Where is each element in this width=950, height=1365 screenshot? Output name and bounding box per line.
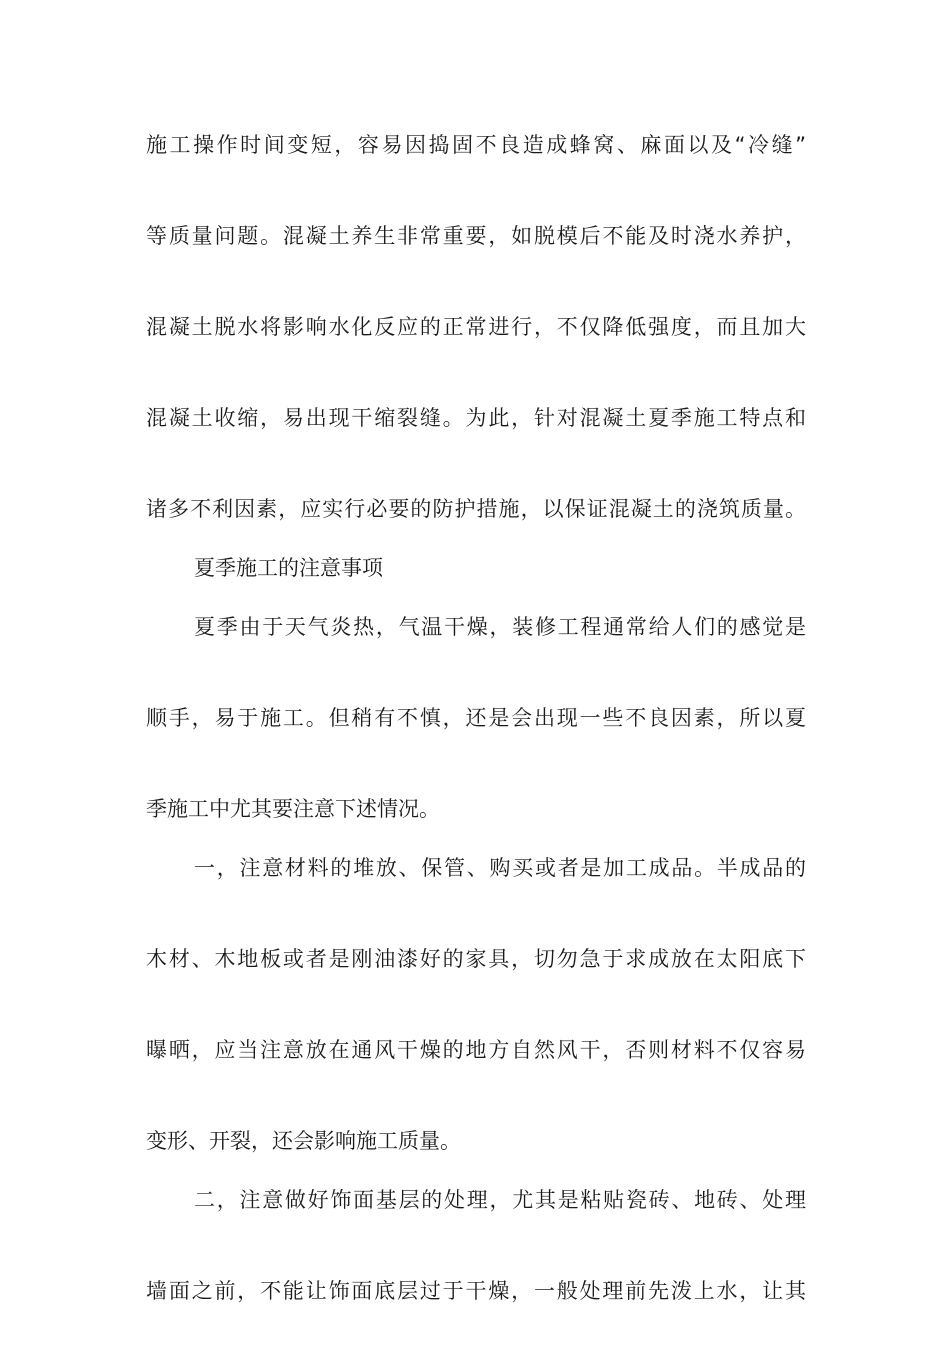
text-line: 木材、木地板或者是刚油漆好的家具，切勿急于求成放在太阳底下 [146, 947, 806, 971]
paragraph-first-line: 夏季由于天气炎热，气温干燥，装修工程通常给人们的感觉是 [194, 615, 806, 639]
paragraph-last-line: 变形、开裂，还会影响施工质量。 [146, 1129, 461, 1153]
text-line: 混凝土收缩，易出现干缩裂缝。为此，针对混凝土夏季施工特点和 [146, 406, 806, 430]
paragraph-first-line: 二，注意做好饰面基层的处理，尤其是粘贴瓷砖、地砖、处理 [194, 1188, 806, 1212]
section-heading: 夏季施工的注意事项 [194, 556, 383, 580]
text-line: 诸多不利因素，应实行必要的防护措施，以保证混凝土的浇筑质量。 [146, 497, 806, 521]
paragraph-first-line: 一，注意材料的堆放、保管、购买或者是加工成品。半成品的 [194, 856, 806, 880]
text-line: 混凝土脱水将影响水化反应的正常进行，不仅降低强度，而且加大 [146, 315, 806, 339]
text-line: 墙面之前，不能让饰面底层过于干燥，一般处理前先泼上水，让其 [146, 1279, 806, 1303]
text-line: 顺手，易于施工。但稍有不慎，还是会出现一些不良因素，所以夏 [146, 706, 806, 730]
text-line: 施工操作时间变短，容易因捣固不良造成蜂窝、麻面以及“冷缝” [146, 133, 806, 157]
document-body [146, 128, 806, 1365]
text-line: 等质量问题。混凝土养生非常重要，如脱模后不能及时浇水养护， [146, 224, 806, 248]
text-line: 曝晒，应当注意放在通风干燥的地方自然风干，否则材料不仅容易 [146, 1038, 806, 1062]
paragraph-last-line: 季施工中尤其要注意下述情况。 [146, 797, 440, 821]
